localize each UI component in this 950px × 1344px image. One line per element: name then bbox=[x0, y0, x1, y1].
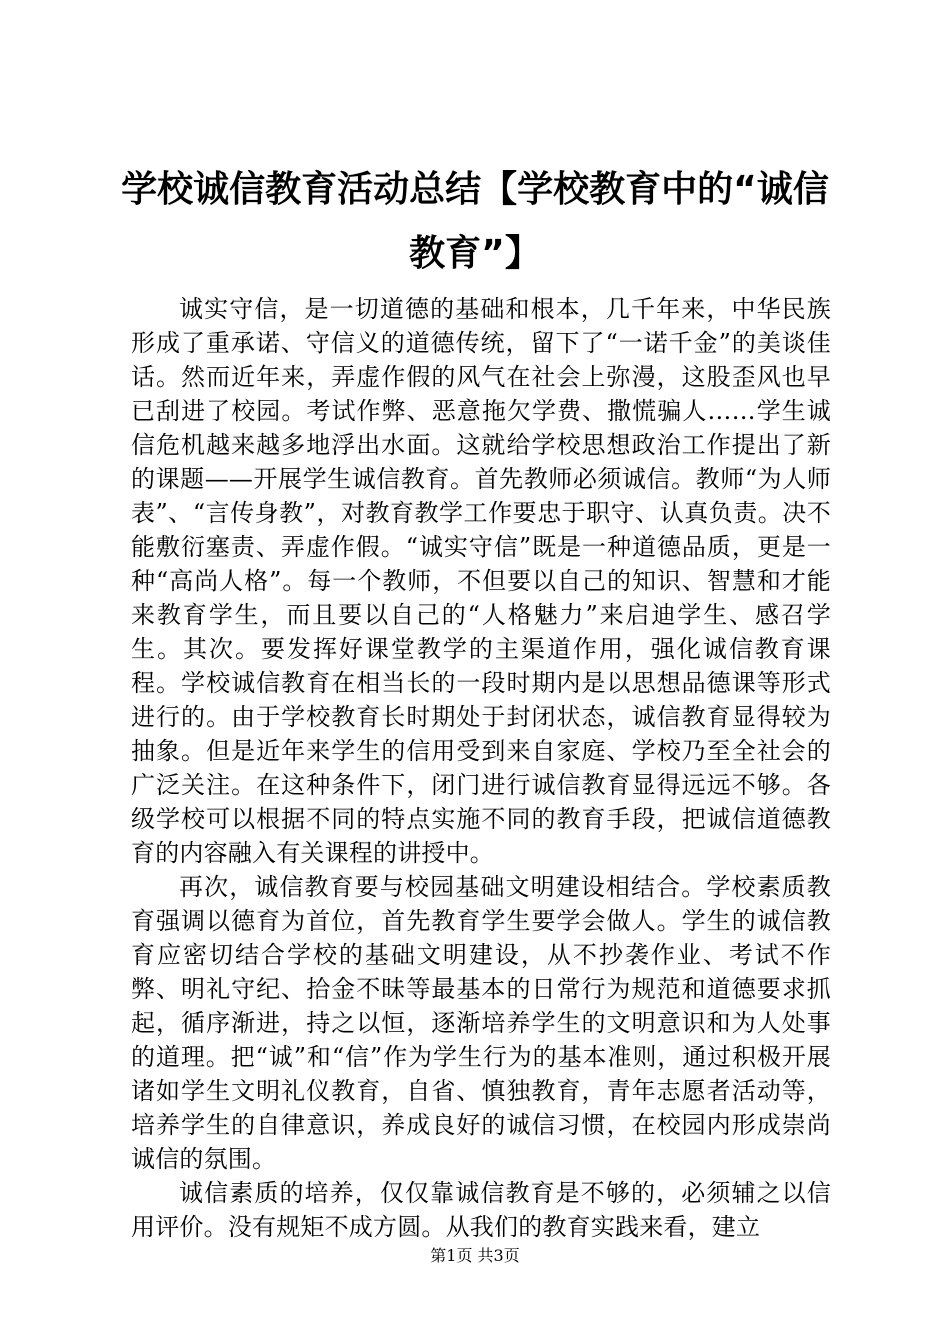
page-number-footer: 第1页 共3页 bbox=[430, 1246, 520, 1265]
document-body bbox=[131, 292, 831, 1244]
paragraph-2: 再次，诚信教育要与校园基础文明建设相结合。学校素质教育强调以德育为首位，首先教育学生要学会做人。学生的诚信教育应密切结合学校的基础文明建设，从不抄袭作业、考试不作弊、明礼守纪、拾金不昧等最基本的日常行为规范和道德要求抓起，循序渐进，持之以恒，逐渐培养学生的文明意识和为人处事的道理。把“诚”和“信”作为学生行为的基本准则，通过积极开展诸如学生文明礼仪教育，自省、慎独教育，青年志愿者活动等，培养学生的自律意识，养成良好的诚信习惯，在校园内形成崇尚诚信的氛围。 bbox=[131, 873, 831, 1173]
document-title: 学校诚信教育活动总结【学校教育中的“诚信教育”】 bbox=[121, 169, 829, 274]
paragraph-1: 诚实守信，是一切道德的基础和根本，几千年来，中华民族形成了重承诺、守信义的道德传统，留下了“一诺千金”的美谈佳话。然而近年来，弄虚作假的风气在社会上弥漫，这股歪风也早已刮进了校园。考试作弊、恶意拖欠学费、撒慌骗人……学生诚信危机越来越多地浮出水面。这就给学校思想政治工作提出了新的课题——开展学生诚信教育。首先教师必须诚信。教师“为人师表”、“言传身教”，对教育教学工作要忠于职守、认真负责。决不能敷衍塞责、弄虚作假。“诚实守信”既是一种道德品质，更是一种“高尚人格”。每一个教师，不但要以自己的知识、智慧和才能来教育学生，而且要以自己的“人格魅力”来启迪学生、感召学生。其次。要发挥好课堂教学的主渠道作用，强化诚信教育课程。学校诚信教育在相当长的一段时期内是以思想品德课等形式进行的。由于学校教育长时期处于封闭状态，诚信教育显得较为抽象。但是近年来学生的信用受到来自家庭、学校乃至全社会的广泛关注。在这种条件下，闭门进行诚信教育显得远远不够。各级学校可以根据不同的特点实施不同的教育手段，把诚信道德教育的内容融入有关课程的讲授中。 bbox=[131, 295, 831, 867]
paragraph-3: 诚信素质的培养，仅仅靠诚信教育是不够的，必须辅之以信用评价。没有规矩不成方圆。从我们的教育实践来看，建立 bbox=[131, 1179, 831, 1241]
